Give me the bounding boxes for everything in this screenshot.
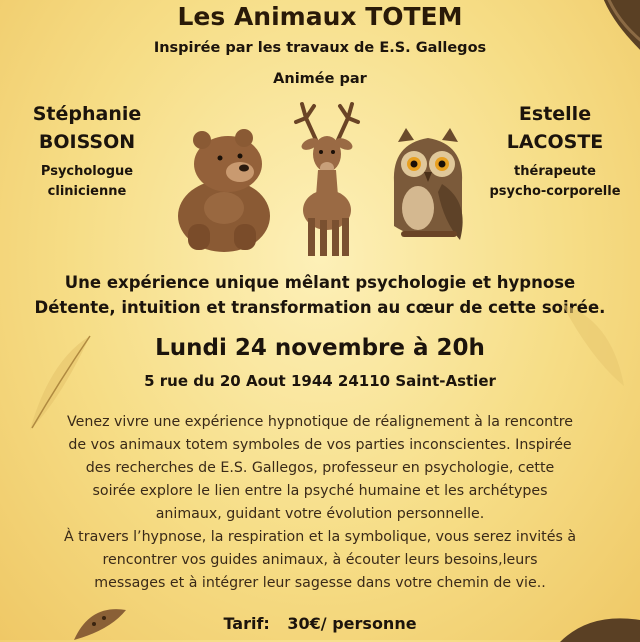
description-line: Venez vivre une expérience hypnotique de réalignement à la rencontre: [67, 414, 573, 430]
description-line: animaux, guidant votre évolution personnelle.: [155, 506, 485, 522]
description: [30, 411, 610, 595]
host-role-line: clinicienne: [47, 184, 127, 199]
host-last-name: LACOSTE: [506, 131, 604, 153]
host-last-name: BOISSON: [38, 131, 136, 153]
owl-icon: [384, 122, 474, 252]
host-role: [2, 162, 172, 202]
tagline-line: Détente, intuition et transformation au cœur de cette soirée.: [34, 298, 606, 317]
hosted-by-label: Animée par: [273, 71, 367, 87]
description-line: À travers l’hypnose, la respiration et la symbolique, vous serez invités à: [63, 529, 577, 545]
pricing: [0, 614, 640, 633]
tagline: [0, 270, 640, 320]
bear-icon: [168, 124, 278, 254]
host-role-line: psycho-corporelle: [489, 184, 621, 199]
tagline-line: Une expérience unique mêlant psychologie et hypnose: [64, 273, 576, 292]
host-role: [470, 162, 640, 202]
host-right: [470, 100, 640, 202]
deer-icon: [282, 100, 372, 258]
description-line: de vos animaux totem symboles de vos parties inconscientes. Inspirée: [68, 437, 572, 453]
description-line: des recherches de E.S. Gallegos, professeur en psychologie, cette: [85, 460, 555, 476]
host-first-name: Estelle: [518, 103, 592, 125]
page-title: Les Animaux TOTEM: [177, 2, 463, 31]
description-line: rencontrer vos guides animaux, à écouter leurs besoins,leurs: [102, 552, 538, 568]
pricing-value: 30€/ personne: [287, 614, 417, 633]
host-left: [2, 100, 172, 202]
host-role-line: thérapeute: [514, 164, 596, 179]
pricing-label: Tarif:: [223, 614, 270, 633]
event-date: Lundi 24 novembre à 20h: [155, 335, 485, 361]
event-address: 5 rue du 20 Aout 1944 24110 Saint-Astier: [144, 372, 496, 390]
host-role-line: Psychologue: [40, 164, 134, 179]
subtitle: Inspirée par les travaux de E.S. Gallegos: [153, 40, 487, 56]
description-line: messages et à intégrer leur sagesse dans votre chemin de vie..: [94, 575, 546, 591]
description-line: soirée explore le lien entre la psyché humaine et les archétypes: [92, 483, 548, 499]
host-first-name: Stéphanie: [32, 103, 142, 125]
